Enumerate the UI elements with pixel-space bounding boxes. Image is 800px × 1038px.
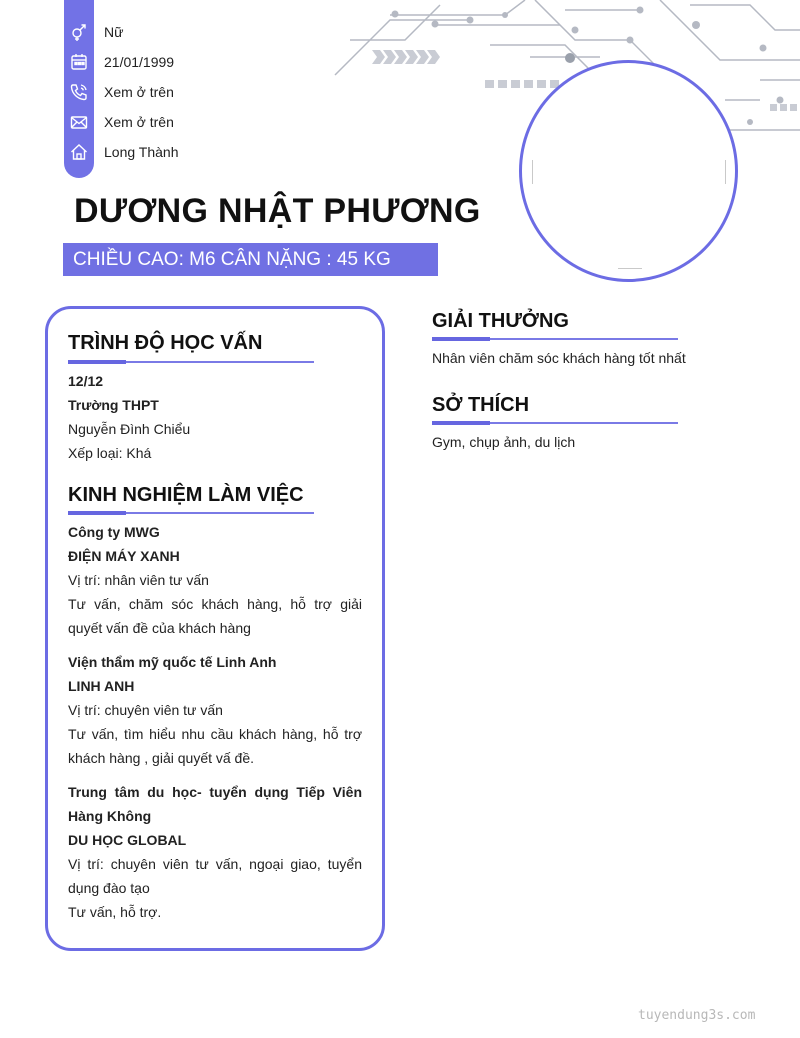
education-school-type: Trường THPT bbox=[68, 397, 159, 413]
subtitle-text: CHIỀU CAO: M6 CÂN NẶNG : 45 KG bbox=[73, 249, 391, 270]
experience-underline-accent bbox=[68, 511, 126, 515]
job-brand: DU HỌC GLOBAL bbox=[68, 832, 187, 848]
subtitle-bar bbox=[63, 243, 438, 276]
job-description: Tư vấn, tìm hiểu nhu cầu khách hàng, hỗ trợ khách hàng , giải quyết vấ đề. bbox=[68, 726, 362, 766]
job-company: Viện thẩm mỹ quốc tế Linh Anh bbox=[68, 654, 277, 670]
gender-icon bbox=[69, 22, 89, 42]
job-brand: ĐIỆN MÁY XANH bbox=[68, 548, 180, 564]
photo-crop-mark bbox=[618, 268, 642, 269]
job-description: Tư vấn, hỗ trợ. bbox=[68, 904, 162, 920]
education-underline-accent bbox=[68, 360, 126, 364]
job-brand: LINH ANH bbox=[68, 678, 135, 694]
candidate-name: DƯƠNG NHẬT PHƯƠNG bbox=[74, 192, 481, 230]
watermark-text: tuyendung3s.com bbox=[638, 1008, 756, 1023]
home-icon bbox=[69, 142, 89, 162]
awards-underline-accent bbox=[432, 337, 490, 341]
job-company: Công ty MWG bbox=[68, 524, 160, 540]
gender-text: Nữ bbox=[104, 24, 124, 40]
awards-title: GIẢI THƯỞNG bbox=[432, 310, 569, 332]
photo-crop-mark bbox=[532, 160, 533, 184]
hobbies-title: SỞ THÍCH bbox=[432, 394, 530, 416]
education-grade: 12/12 bbox=[68, 373, 104, 389]
hobbies-underline-accent bbox=[432, 421, 490, 425]
education-school-name: Nguyễn Đình Chiểu bbox=[68, 421, 191, 437]
mail-icon bbox=[69, 112, 89, 132]
education-rank: Xếp loại: Khá bbox=[68, 445, 152, 461]
hobbies-text: Gym, chụp ảnh, du lịch bbox=[432, 434, 576, 450]
phone-text: Xem ở trên bbox=[104, 84, 174, 100]
phone-icon bbox=[69, 82, 89, 102]
job-description: Tư vấn, chăm sóc khách hàng, hỗ trợ giải quyết vấn đề của khách hàng bbox=[68, 596, 362, 636]
job-position: Vị trí: chuyên viên tư vấn bbox=[68, 702, 223, 718]
address-text: Long Thành bbox=[104, 144, 179, 160]
experience-title: KINH NGHIỆM LÀM VIỆC bbox=[68, 484, 304, 506]
awards-text: Nhân viên chăm sóc khách hàng tốt nhất bbox=[432, 350, 686, 366]
job-company: Trung tâm du học- tuyển dụng Tiếp Viên Hàng Không bbox=[68, 784, 362, 824]
photo-frame bbox=[519, 60, 738, 282]
email-text: Xem ở trên bbox=[104, 114, 174, 130]
birthdate-text: 21/01/1999 bbox=[104, 54, 175, 70]
calendar-icon bbox=[69, 52, 89, 72]
education-title: TRÌNH ĐỘ HỌC VẤN bbox=[68, 332, 263, 354]
job-position: Vị trí: chuyên viên tư vấn, ngoại giao, tuyển dụng đào tạo bbox=[68, 856, 362, 896]
job-position: Vị trí: nhân viên tư vấn bbox=[68, 572, 209, 588]
photo-crop-mark bbox=[725, 160, 726, 184]
